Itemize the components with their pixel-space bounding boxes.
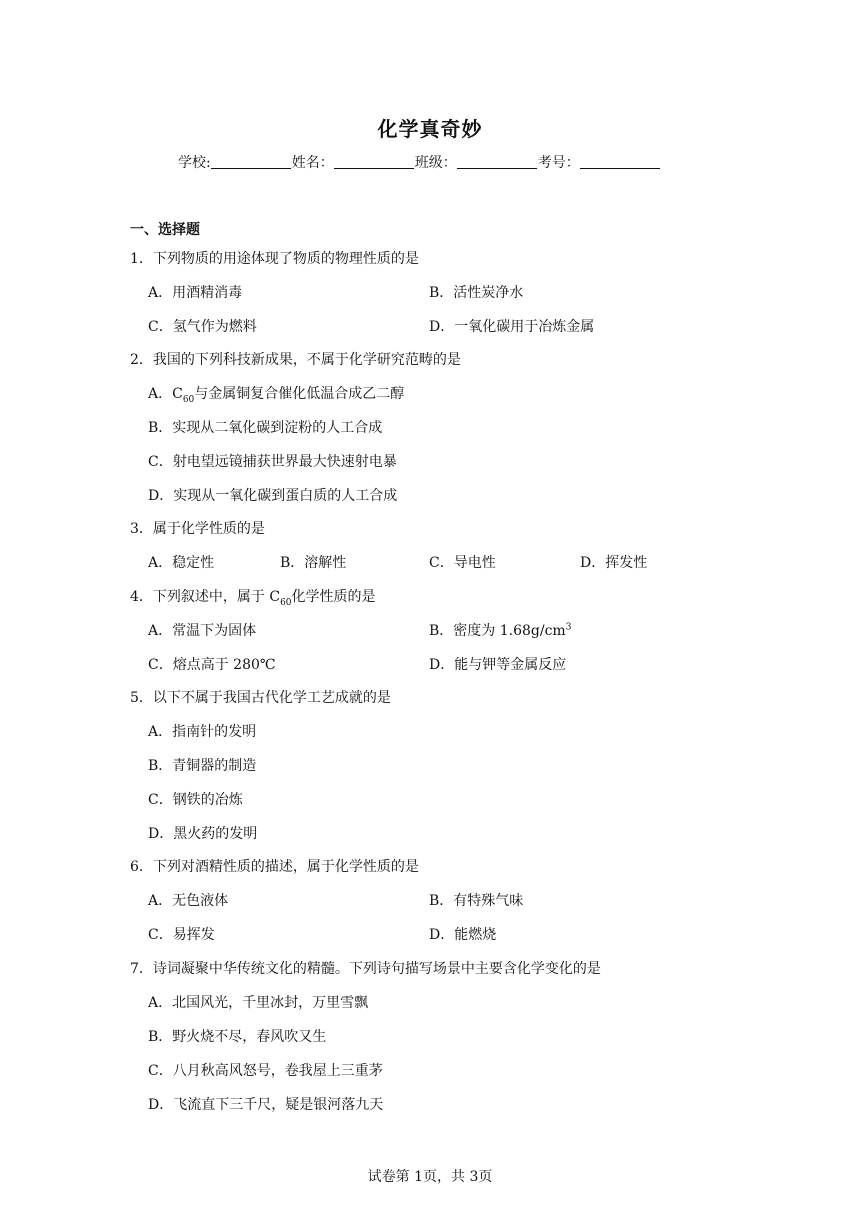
q4-stem-suffix: 化学性质的是 (291, 589, 376, 605)
question-4-option-d: D．能与钾等金属反应 (429, 657, 567, 673)
question-6-option-a: A．无色液体 (148, 893, 229, 909)
number-blank[interactable] (580, 154, 660, 169)
name-blank[interactable] (334, 154, 414, 169)
q4-stem-prefix: 4．下列叙述中，属于 C (130, 589, 281, 605)
question-5-stem: 5．以下不属于我国古代化学工艺成就的是 (130, 690, 391, 706)
school-blank[interactable] (211, 154, 291, 169)
q2-a-suffix: 与金属铜复合催化低温合成乙二醇 (194, 386, 405, 402)
question-6-option-c: C．易挥发 (148, 927, 215, 943)
question-7-option-a: A．北国风光，千里冰封，万里雪飘 (148, 995, 369, 1011)
section-heading: 一、选择题 (130, 222, 200, 238)
question-5-option-b: B．青铜器的制造 (148, 758, 257, 774)
question-4-option-c: C．熔点高于 280℃ (148, 657, 276, 673)
page-footer: 试卷第 1页，共 3页 (367, 1169, 493, 1185)
question-2-stem: 2．我国的下列科技新成果，不属于化学研究范畴的是 (130, 352, 461, 368)
question-3-option-a: A．稳定性 (148, 555, 215, 571)
q4-stem-subscript: 60 (280, 597, 292, 608)
q2-a-prefix: A．C (148, 386, 183, 402)
question-5-option-d: D．黑火药的发明 (148, 826, 258, 842)
number-label: 考号： (537, 155, 580, 171)
question-4-stem (130, 586, 376, 608)
question-1-option-a: A．用酒精消毒 (148, 285, 243, 301)
class-blank[interactable] (457, 154, 537, 169)
question-1-option-c: C．氢气作为燃料 (148, 319, 257, 335)
question-3-option-c: C．导电性 (429, 555, 496, 571)
name-label: 姓名： (291, 155, 334, 171)
q4-b-superscript: 3 (565, 622, 572, 633)
question-7-stem: 7．诗词凝聚中华传统文化的精髓。下列诗句描写场景中主要含化学变化的是 (130, 961, 601, 977)
question-6-option-b: B．有特殊气味 (429, 893, 524, 909)
question-6-option-d: D．能燃烧 (429, 927, 497, 943)
question-1-option-d: D．一氧化碳用于冶炼金属 (429, 319, 595, 335)
question-2-option-c: C．射电望远镜捕获世界最大快速射电暴 (148, 454, 397, 470)
question-7-option-c: C．八月秋高风怒号，卷我屋上三重茅 (148, 1063, 383, 1079)
exam-title: 化学真奇妙 (377, 117, 483, 141)
question-5-option-a: A．指南针的发明 (148, 724, 257, 740)
question-2-option-a (148, 383, 404, 405)
question-2-option-d: D．实现从一氧化碳到蛋白质的人工合成 (148, 488, 398, 504)
q4-b-text: B．密度为 1.68g/cm (429, 623, 566, 639)
student-info-line (178, 152, 661, 172)
question-1-stem: 1．下列物质的用途体现了物质的物理性质的是 (130, 251, 419, 267)
question-3-option-b: B．溶解性 (280, 555, 347, 571)
question-1-option-b: B．活性炭净水 (429, 285, 524, 301)
question-3-option-d: D．挥发性 (580, 555, 648, 571)
question-7-option-d: D．飞流直下三千尺，疑是银河落九天 (148, 1097, 384, 1113)
question-2-option-b: B．实现从二氧化碳到淀粉的人工合成 (148, 420, 383, 436)
class-label: 班级： (414, 155, 457, 171)
question-4-option-a: A．常温下为固体 (148, 623, 257, 639)
question-6-stem: 6．下列对酒精性质的描述，属于化学性质的是 (130, 859, 419, 875)
school-label: 学校: (178, 155, 211, 171)
question-3-stem: 3．属于化学性质的是 (130, 521, 265, 537)
question-5-option-c: C．钢铁的冶炼 (148, 792, 243, 808)
question-7-option-b: B．野火烧不尽，春风吹又生 (148, 1029, 327, 1045)
q2-a-subscript: 60 (182, 394, 195, 405)
question-4-option-b (429, 620, 571, 640)
